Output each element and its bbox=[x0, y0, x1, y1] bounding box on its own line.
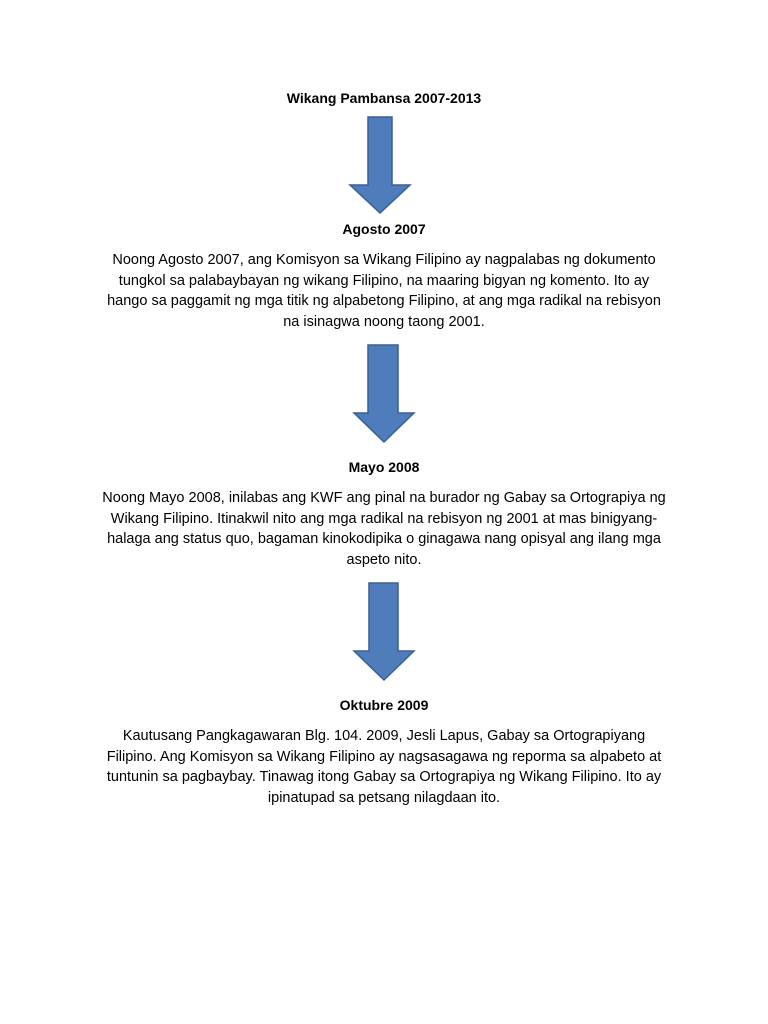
entry-paragraph-oktubre-2009 bbox=[84, 726, 684, 808]
paragraph-line: na isinagwa noong taong 2001. bbox=[283, 313, 485, 330]
entry-heading-agosto-2007: Agosto 2007 bbox=[342, 221, 426, 237]
paragraph-line: halaga ang status quo, bagaman kinokodipika o ginagawa nang opisyal ang ilang mga bbox=[107, 531, 661, 547]
entry-paragraph-agosto-2007 bbox=[84, 250, 684, 332]
paragraph-line: Filipino. Ang Komisyon sa Wikang Filipino ay nagsasagawa ng reporma sa alpabeto at bbox=[106, 748, 662, 765]
paragraph-line: Noong Agosto 2007, ang Komisyon sa Wikang Filipino ay nagpalabas ng dokumento bbox=[112, 252, 656, 268]
document-title: Wikang Pambansa 2007-2013 bbox=[286, 90, 482, 106]
paragraph-line: hango sa paggamit ng mga titik ng alpabetong Filipino, at ang mga radikal na rebisyon bbox=[107, 293, 661, 309]
paragraph-line: tungkol sa palabaybayan ng wikang Filipino, na maaring bigyan ng komento. Ito ay bbox=[118, 272, 650, 289]
down-arrow-icon bbox=[348, 116, 412, 216]
down-arrow-icon bbox=[352, 344, 416, 444]
entry-heading-oktubre-2009: Oktubre 2009 bbox=[339, 697, 429, 713]
paragraph-line: Wikang Filipino. Itinakwil nito ang mga radikal na rebisyon ng 2001 at mas binigyang- bbox=[110, 510, 658, 527]
paragraph-line: Kautusang Pangkagawaran Blg. 104. 2009, Jesli Lapus, Gabay sa Ortograpiyang bbox=[122, 728, 646, 744]
paragraph-line: Noong Mayo 2008, inilabas ang KWF ang pinal na burador ng Gabay sa Ortograpiya ng bbox=[102, 490, 666, 506]
paragraph-line: ipinatupad sa petsang nilagdaan ito. bbox=[267, 789, 501, 806]
paragraph-line: aspeto nito. bbox=[346, 551, 422, 568]
entry-paragraph-mayo-2008 bbox=[84, 488, 684, 570]
paragraph-line: tuntunin sa pagbaybay. Tinawag itong Gabay sa Ortograpiya ng Wikang Filipino. Ito ay bbox=[106, 769, 662, 785]
entry-heading-mayo-2008: Mayo 2008 bbox=[348, 459, 420, 475]
down-arrow-icon bbox=[352, 582, 416, 682]
